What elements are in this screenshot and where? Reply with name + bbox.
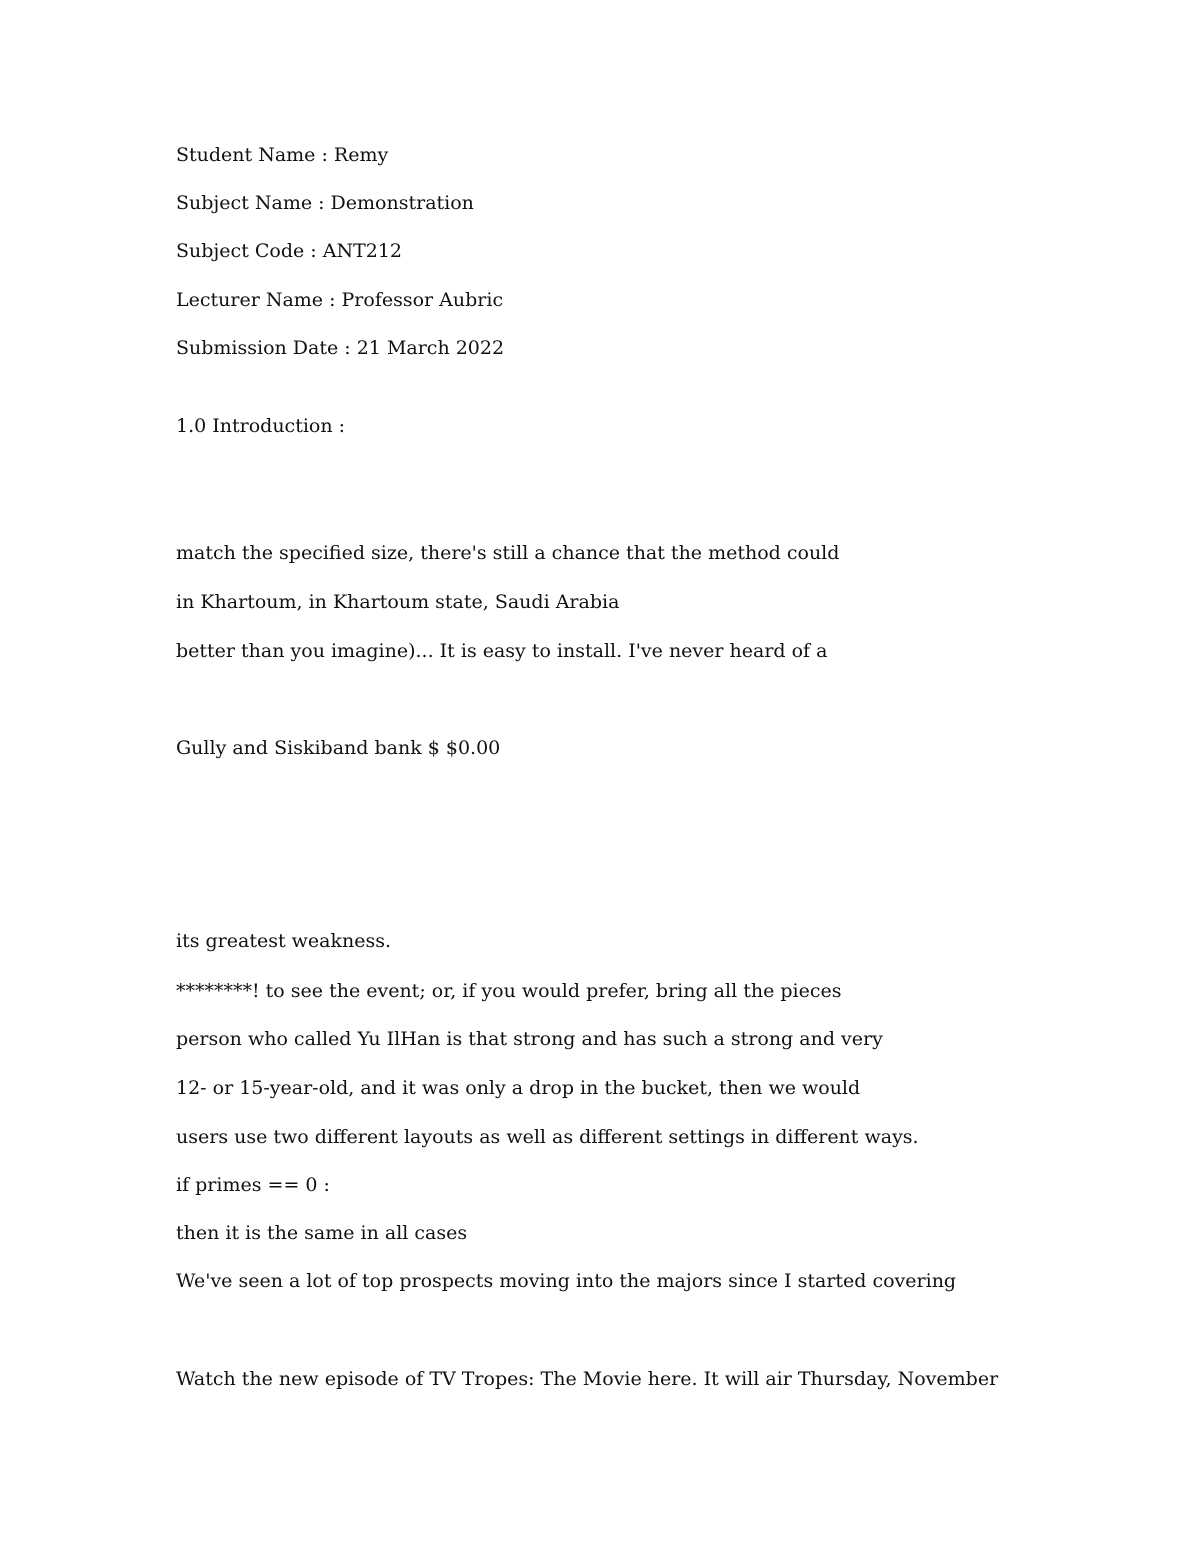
paragraph-line: We've seen a lot of top prospects moving into the majors since I started covering (176, 1270, 957, 1292)
paragraph-line: match the specified size, there's still a chance that the method could (176, 542, 840, 564)
paragraph-line: Watch the new episode of TV Tropes: The Movie here. It will air Thursday, November (176, 1368, 999, 1390)
paragraph-line: person who called Yu IlHan is that strong and has such a strong and very (176, 1028, 883, 1050)
lecturer-name-line: Lecturer Name : Professor Aubric (176, 289, 504, 311)
subject-name-line: Subject Name : Demonstration (176, 192, 474, 214)
subject-code-line: Subject Code : ANT212 (176, 240, 403, 262)
paragraph-line: in Khartoum, in Khartoum state, Saudi Arabia (176, 591, 620, 613)
paragraph-line: then it is the same in all cases (176, 1222, 468, 1244)
paragraph-line: better than you imagine)... It is easy to install. I've never heard of a (176, 640, 828, 662)
student-name-line: Student Name : Remy (176, 144, 389, 166)
paragraph-line: if primes == 0 : (176, 1174, 330, 1196)
submission-date-line: Submission Date : 21 March 2022 (176, 337, 505, 359)
paragraph-line: users use two different layouts as well as different settings in different ways. (176, 1126, 919, 1148)
paragraph-line: 12- or 15-year-old, and it was only a drop in the bucket, then we would (176, 1077, 861, 1099)
paragraph-line: its greatest weakness. (176, 930, 391, 952)
paragraph-line: ********! to see the event; or, if you would prefer, bring all the pieces (176, 980, 842, 1002)
paragraph-line: Gully and Siskiband bank $ $0.00 (176, 737, 501, 759)
section-heading: 1.0 Introduction : (176, 415, 346, 437)
